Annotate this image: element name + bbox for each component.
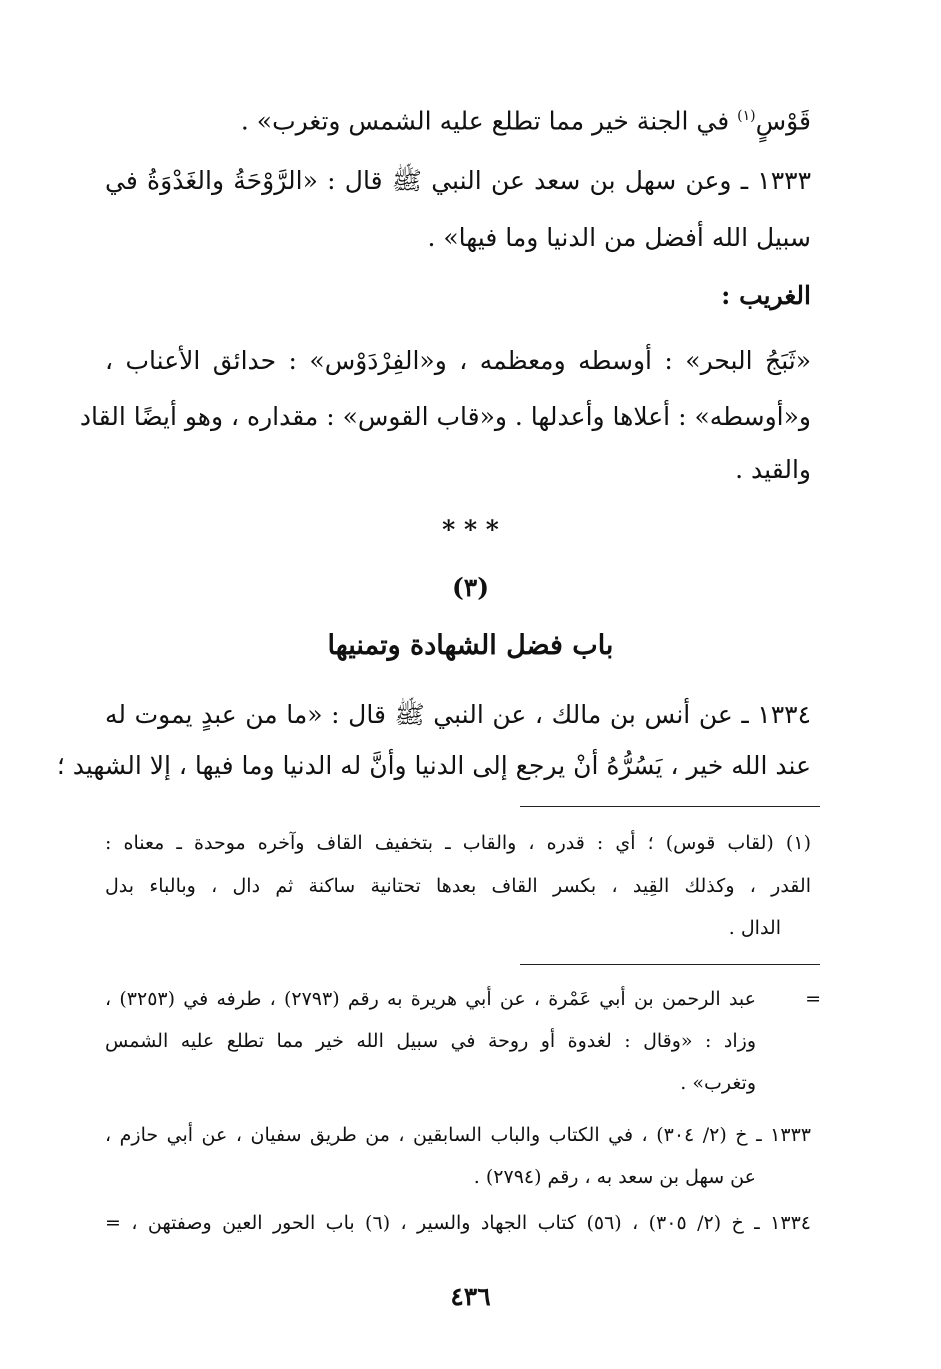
footnote-1-line-1: (١) (لقاب قوس) ؛ أي : قدره ، والقاب ـ بتخفيف القاف وآخره موحدة ـ معناه :: [105, 832, 811, 854]
hadith-1333-line-1: ١٣٣٣ ـ وعن سهل بن سعد عن النبي ﷺ قال : «الرَّوْحَةُ والغَدْوَةُ في: [105, 166, 811, 195]
note-continued-line-2: وزاد : «وقال : لغدوة أو روحة في سبيل الله خير مما تطلع عليه الشمس: [105, 1030, 756, 1052]
section-separator-stars: * * *: [442, 515, 499, 544]
word-qaws: قَوْسٍ: [755, 106, 811, 136]
gharib-heading: الغريب :: [721, 281, 811, 310]
chapter-number: (٣): [451, 573, 490, 602]
page-number: ٤٣٦: [450, 1282, 491, 1311]
footnote-1-line-2: القدر ، وكذلك القِيد ، بكسر القاف بعدها تحتانية ساكنة ثم دال ، وبالباء بدل: [105, 875, 811, 897]
continuation-mark: =: [805, 988, 821, 1010]
hadith-1334-line-1: ١٣٣٤ ـ عن أنس بن مالك ، عن النبي ﷺ قال : «ما من عبدٍ يموت له: [105, 700, 811, 729]
note-continued-line-1: عبد الرحمن بن أبي عَمْرة ، عن أبي هريرة به رقم (٢٧٩٣) ، طرفه في (٣٢٥٣) ،: [105, 988, 756, 1010]
footnote-separator: [520, 806, 820, 807]
gharib-line-2: و«أوسطه» : أعلاها وأعدلها . و«قاب القوس» : مقداره ، وهو أيضًا القاد: [79, 402, 811, 431]
hadith-1333-line-2: سبيل الله أفضل من الدنيا وما فيها» .: [427, 223, 811, 252]
footnote-1-line-3: الدال .: [728, 917, 781, 939]
gharib-line-3: والقيد .: [735, 455, 811, 484]
hadith-1334-line-2: عند الله خير ، يَسُرُّهُ أنْ يرجع إلى الدنيا وأنَّ له الدنيا وما فيها ، إلا الشهيد ؛: [56, 751, 811, 780]
note-continued-line-3: وتغرب» .: [680, 1072, 756, 1094]
text-line-1: [105, 96, 811, 141]
note-1333-line-1: ١٣٣٣ ـ خ (٢/ ٣٠٤) ، في الكتاب والباب السابقين ، من طريق سفيان ، عن أبي حازم ،: [105, 1124, 811, 1146]
note-1333-line-2: عن سهل بن سعد به ، رقم (٢٧٩٤) .: [473, 1166, 756, 1188]
notes-separator: [520, 964, 820, 965]
text-line-1-rest: في الجنة خير مما تطلع عليه الشمس وتغرب» .: [240, 106, 738, 136]
note-1334-line-1: ١٣٣٤ ـ خ (٢/ ٣٠٥) ، (٥٦) كتاب الجهاد والسير ، (٦) باب الحور العين وصفتهن ، =: [105, 1212, 811, 1234]
gharib-line-1: «ثَبَجُ البحر» : أوسطه ومعظمه ، و«الفِرْدَوْس» : حدائق الأعناب ،: [105, 346, 811, 375]
footnote-ref-1[interactable]: (١): [737, 108, 756, 124]
chapter-title: باب فضل الشهادة وتمنيها: [327, 630, 614, 661]
